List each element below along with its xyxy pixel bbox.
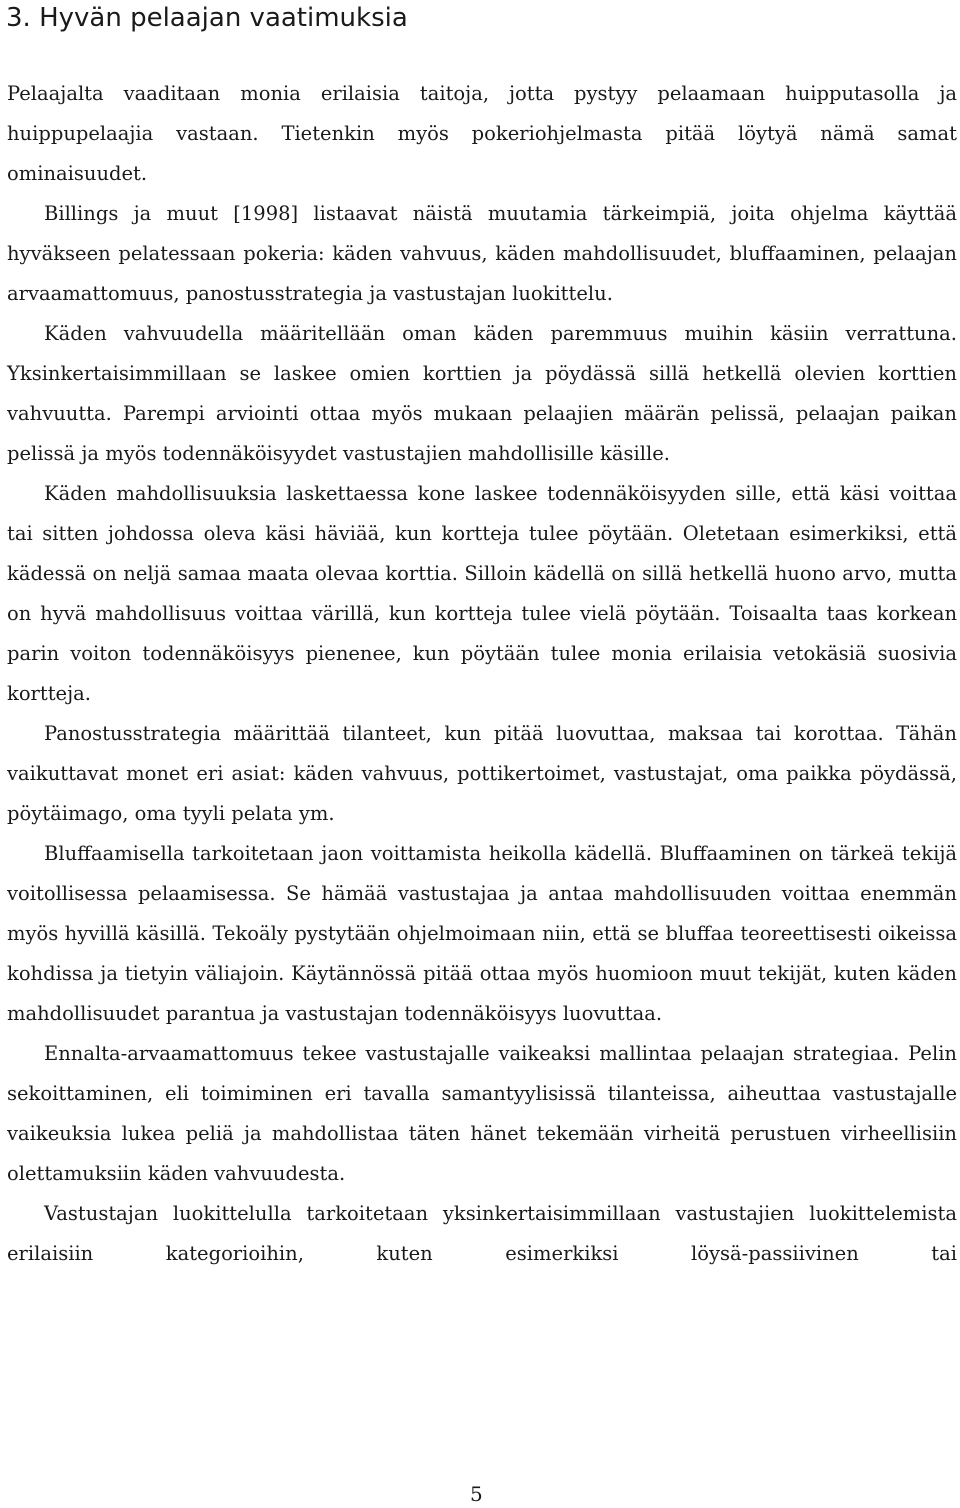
paragraph-intro: Pelaajalta vaaditaan monia erilaisia taitoja, jotta pystyy pelaamaan huipputasolla ja huippupelaajia vastaan. Tietenkin myös pokeriohjelmasta pitää löytyä nämä samat ominaisuudet. bbox=[7, 82, 957, 185]
paragraph-billings: Billings ja muut [1998] listaavat näistä muutamia tärkeimpiä, joita ohjelma käyttää hyväkseen pelatessaan pokeria: käden vahvuus, käden mahdollisuudet, bluffaaminen, pelaajan arvaamattomuus, panostusstrategia ja vastustajan luokittelu. bbox=[7, 202, 957, 305]
paragraph-hand-strength: Käden vahvuudella määritellään oman käden paremmuus muihin käsiin verrattuna. Yksinkertaisimmillaan se laskee omien korttien ja pöydässä sillä hetkellä olevien korttien vahvuutta. Parempi arviointi ottaa myös mukaan pelaajien määrän pelissä, pelaajan paikan pelissä ja myös todennäköisyydet vastustajien mahdollisille käsille. bbox=[7, 322, 957, 465]
paragraph-opponent-modeling: Vastustajan luokittelulla tarkoitetaan yksinkertaisimmillaan vastustajien luokittelemista erilaisiin kategorioihin, kuten esimerkiksi löysä-passiivinen tai bbox=[7, 1202, 957, 1265]
body-text bbox=[7, 74, 957, 1274]
page-number: 5 bbox=[470, 1482, 483, 1506]
paragraph-betting-strategy: Panostusstrategia määrittää tilanteet, kun pitää luovuttaa, maksaa tai korottaa. Tähän vaikuttavat monet eri asiat: käden vahvuus, pottikertoimet, vastustajat, oma paikka pöydässä, pöytäimago, oma tyyli pelata ym. bbox=[7, 722, 957, 825]
paragraph-unpredictability: Ennalta-arvaamattomuus tekee vastustajalle vaikeaksi mallintaa pelaajan strategiaa. Pelin sekoittaminen, eli toimiminen eri tavalla samantyylisissä tilanteissa, aiheuttaa vastustajalle vaikeuksia lukea peliä ja mahdollistaa täten hänet tekemään virheitä perustuen virheellisiin olettamuksiin käden vahvuudesta. bbox=[7, 1042, 957, 1185]
paragraph-bluffing: Bluffaamisella tarkoitetaan jaon voittamista heikolla kädellä. Bluffaaminen on tärkeä tekijä voitollisessa pelaamisessa. Se hämää vastustajaa ja antaa mahdollisuuden voittaa enemmän myös hyvillä käsillä. Tekoäly pystytään ohjelmoimaan niin, että se bluffaa teoreettisesti oikeissa kohdissa ja tietyin väliajoin. Käytännössä pitää ottaa myös huomioon muut tekijät, kuten käden mahdollisuudet parantua ja vastustajan todennäköisyys luovuttaa. bbox=[7, 842, 957, 1025]
section-heading: 3. Hyvän pelaajan vaatimuksia bbox=[6, 3, 408, 33]
paragraph-hand-potential: Käden mahdollisuuksia laskettaessa kone laskee todennäköisyyden sille, että käsi voittaa tai sitten johdossa oleva käsi häviää, kun kortteja tulee pöytään. Oletetaan esimerkiksi, että kädessä on neljä samaa maata olevaa korttia. Silloin kädellä on sillä hetkellä huono arvo, mutta on hyvä mahdollisuus voittaa värillä, kun kortteja tulee vielä pöytään. Toisaalta taas korkean parin voiton todennäköisyys pienenee, kun pöytään tulee monia erilaisia vetokäsiä suosivia kortteja. bbox=[7, 482, 957, 705]
